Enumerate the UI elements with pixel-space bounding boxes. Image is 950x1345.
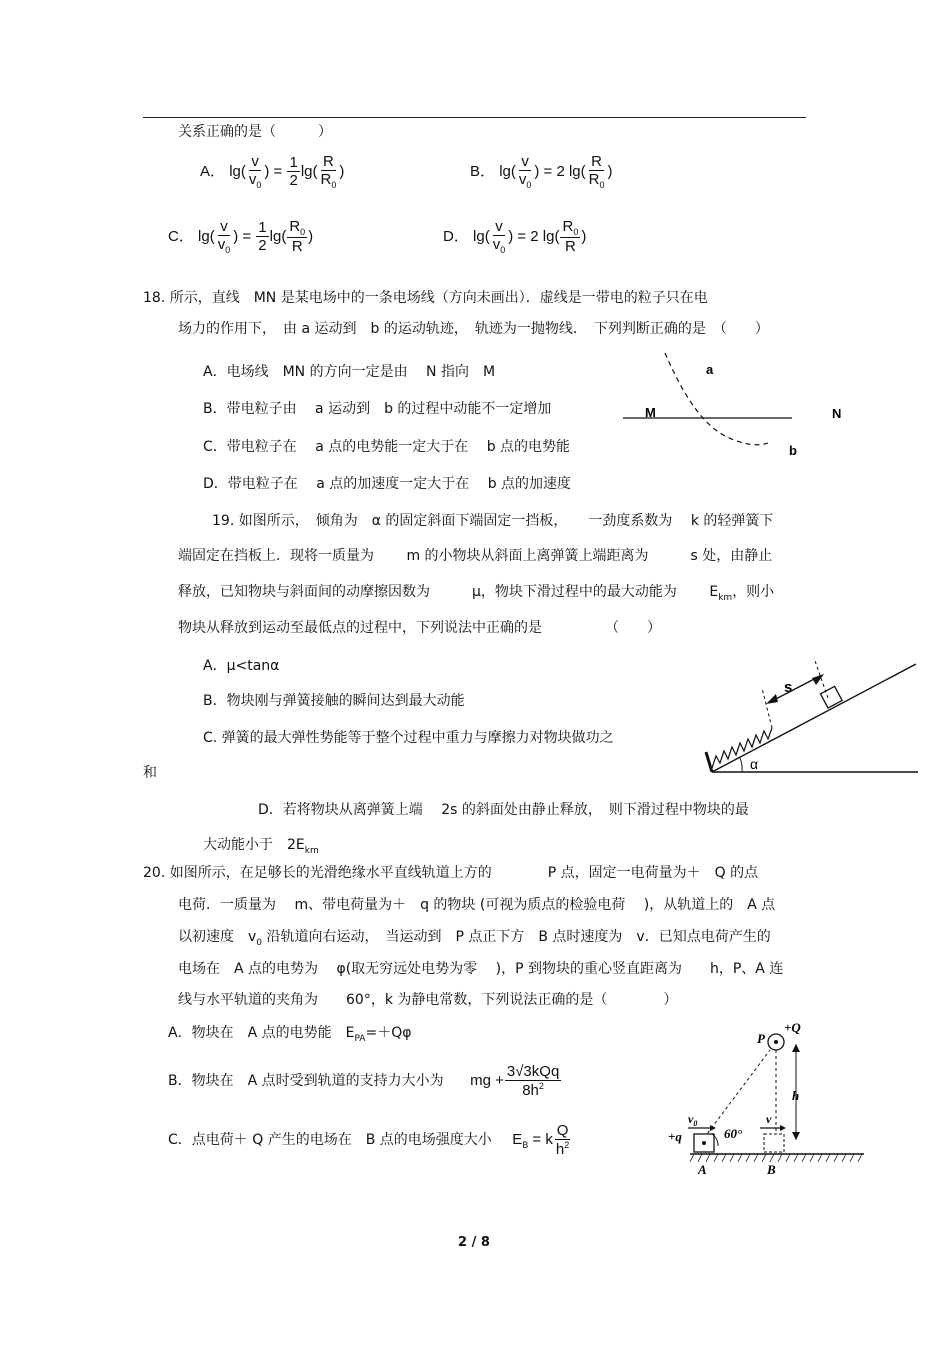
- stop-plate: [706, 752, 712, 772]
- q20-line2: 电荷．一质量为 m、带电荷量为＋ q 的物块 (可视为质点的检验电荷 )，从轨道上的 A 点: [178, 897, 776, 913]
- q18-field-line-figure: [620, 348, 860, 463]
- q17-option-a: A． lg( $\frac{v}{v_0}$ ) = $\frac{1}{2}$ lg( $\frac{R}{R_0}$ ): [200, 153, 345, 191]
- label-p: P: [757, 1031, 765, 1046]
- label-60deg: 60°: [724, 1126, 743, 1141]
- q19-line3: 释放，已知物块与斜面间的动摩擦因数为 μ，物块下滑过程中的最大动能为 $E_{km}$，则小: [178, 584, 775, 603]
- q20-charge-figure: [664, 1012, 868, 1180]
- q20-line4: 电场在 A 点的电势为 φ(取无穷远处电势为零 )，P 到物块的重心竖直距离为 h，P、A 连: [178, 961, 784, 977]
- q20-option-a: A．物块在 A 点的电势能 $E_{PA}=+Q\varphi$: [168, 1025, 412, 1044]
- arrowhead-left: [766, 694, 778, 704]
- pa-dashed-line: [704, 1050, 770, 1138]
- q20-option-b: B．物块在 A 点时受到轨道的支持力大小为 mg + $\frac{\text{3√3kQq}}{8h^2}$: [168, 1063, 560, 1100]
- q20-option-c: C．点电荷＋ Q 产生的电场在 B 点的电场强度大小 $E_B = k$ $\frac{Q}{h^2}$: [168, 1122, 570, 1159]
- label-a: a: [706, 362, 714, 377]
- block-at-b: [764, 1134, 784, 1152]
- label-m: M: [645, 405, 656, 420]
- track-hatching: [690, 1154, 862, 1162]
- trajectory-dashed: [665, 353, 768, 445]
- q17-option-b: B． lg( $\frac{v}{v_0}$ ) = 2 lg( $\frac{R}{R_0}$ ): [470, 153, 613, 191]
- q19-line2: 端固定在挡板上．现将一质量为 m 的小物块从斜面上离弹簧上端距离为 s 处，由静止: [178, 548, 773, 564]
- label-v0: $v_0$: [688, 1112, 698, 1128]
- label-b-point: B: [767, 1162, 776, 1177]
- label-plus-q-small: +q: [668, 1129, 682, 1144]
- label-alpha: α: [750, 756, 759, 772]
- spring: [712, 728, 772, 768]
- label-n: N: [832, 406, 842, 421]
- page-number: 2 / 8: [458, 1235, 490, 1250]
- q18-line1: 18. 所示，直线 MN 是某电场中的一条电场线（方向未画出）．虚线是一带电的粒子只在电: [143, 290, 708, 306]
- label-s: s: [784, 679, 793, 696]
- q18-option-c: C．带电粒子在 a 点的电势能一定大于在 b 点的电势能: [203, 439, 571, 455]
- q19-option-b: B．物块刚与弹簧接触的瞬间达到最大动能: [203, 693, 465, 709]
- label-h: h: [792, 1088, 800, 1103]
- q18-option-a: A．电场线 MN 的方向一定是由 N 指向 M: [203, 364, 496, 380]
- q20-line5: 线与水平轨道的夹角为 60°，k 为静电常数，下列说法正确的是（ ）: [178, 992, 678, 1008]
- q18-option-d: D．带电粒子在 a 点的加速度一定大于在 b 点的加速度: [203, 476, 572, 492]
- q19-option-d: D．若将物块从离弹簧上端 2s 的斜面处由静止释放， 则下滑过程中物块的最: [258, 802, 749, 818]
- label-b: b: [789, 443, 797, 458]
- label-v: v: [766, 1112, 772, 1126]
- angle-arc: [740, 758, 742, 772]
- arrowhead-right: [812, 674, 824, 685]
- q19-incline-figure: [700, 650, 922, 778]
- label-a-point: A: [698, 1162, 707, 1177]
- header-rule: [143, 117, 806, 118]
- q17-option-d: D． lg( $\frac{v}{v_0}$ ) = 2 lg( $\frac{R_0}{R}$ ): [443, 218, 587, 256]
- q19-line1: 19. 如图所示， 倾角为 α 的固定斜面下端固定一挡板， 一劲度系数为 k 的轻弹簧下: [212, 513, 774, 529]
- q19-line4: 物块从释放到运动至最低点的过程中，下列说法中正确的是 （ ）: [178, 620, 661, 636]
- q18-option-b: B．带电粒子由 a 运动到 b 的过程中动能不一定增加: [203, 401, 552, 417]
- q20-line3: 以初速度 $v_0$ 沿轨道向右运动， 当运动到 P 点正下方 B 点时速度为 v．已知点电荷产生的: [178, 929, 771, 948]
- label-plus-q-big: +Q: [784, 1020, 801, 1035]
- dim-line-left: [762, 688, 772, 728]
- q18-line2: 场力的作用下， 由 a 运动到 b 的运动轨迹， 轨迹为一抛物线． 下列判断正确的是 （ ）: [178, 321, 769, 337]
- q19-option-c: C. 弹簧的最大弹性势能等于整个过程中重力与摩擦力对物块做功之: [203, 730, 614, 746]
- q20-line1: 20. 如图所示，在足够长的光滑绝缘水平直线轨道上方的 P 点，固定一电荷量为＋ Q 的点: [143, 865, 759, 881]
- q17-stem: 关系正确的是（ ）: [178, 124, 332, 140]
- q19-option-d-cont: 大动能小于 $2E_{km}$: [203, 837, 319, 856]
- q19-option-c-cont: 和: [143, 765, 157, 781]
- q17-option-c: C． lg( $\frac{v}{v_0}$ ) = $\frac{1}{2}$ lg( $\frac{R_0}{R}$ ): [168, 218, 314, 256]
- dim-arrow: [770, 676, 820, 702]
- q19-option-a: A．μ<tanα: [203, 658, 280, 674]
